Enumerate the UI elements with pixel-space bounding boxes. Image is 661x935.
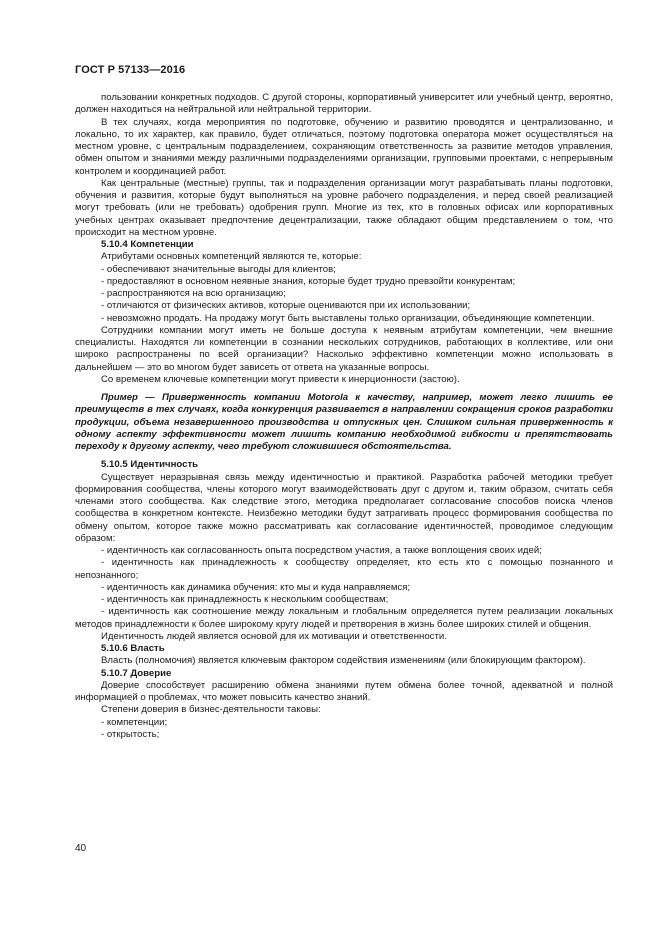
paragraph: Сотрудники компании могут иметь не больше доступа к неявным атрибутам компетенции, чем внешние специалисты. Находятся ли компетенции в сознании нескольких сотрудников, работающих в коллективе, или они широко распространены по всей организации? Насколько эффективно компетенции можно использовать в дальнейшем — это во многом будет зависеть от ответа на указанные вопросы. xyxy=(75,324,613,373)
paragraph: - идентичность как соотношение между локальным и глобальным определяется путем реализации локальных методов принадлежности к более широкому кругу людей и претворения в жизнь более широких стилей и общения. xyxy=(75,606,613,630)
paragraph: - невозможно продать. На продажу могут быть выставлены только организации, объединяющие компетенции. xyxy=(101,312,595,324)
list-item: - идентичность как согласованность опыта посредством участия, а также воплощения своих идей; xyxy=(101,545,542,556)
list-item: - идентичность как динамика обучения: кто мы и куда направляемся; xyxy=(101,581,411,593)
section-heading: 5.10.4 Компетенции xyxy=(101,239,194,250)
paragraph: Идентичность людей является основой для их мотивации и ответственности. xyxy=(101,630,447,642)
paragraph: - идентичность как принадлежность к сообществу определяет, кто есть кто с помощью познанного и непознанного; xyxy=(75,557,613,581)
paragraph: Власть (полномочия) является ключевым фактором содействия изменениям (или блокирующим фактором). xyxy=(101,655,586,667)
list-item: - обеспечивают значительные выгоды для клиентов; xyxy=(101,263,336,275)
section-heading: 5.10.6 Власть xyxy=(101,643,165,654)
section-heading: 5.10.7 Доверие xyxy=(101,667,172,679)
paragraph: Со временем ключевые компетенции могут привести к инерционности (застою). xyxy=(101,373,460,385)
paragraph: пользовании конкретных подходов. С другой стороны, корпоративный университет или учебный центр, вероятно, должен находиться на нейтральной или нейтральной территории. xyxy=(75,92,613,116)
example-note: Пример — Приверженность компании Motorola к качеству, например, может легко лишить ее преимуществ в тех случаях, когда конкуренция развивается в направлении сокращения сроков разработки продукции, объема незавершенного производства и отпускных цен. Слишком сильная приверженность к одному аспекту эффективности может лишить компанию необходимой гибкости и препятствовать переходу к другому аспекту, чего требуют сложившиеся обстоятельства. xyxy=(75,392,613,452)
list-item: - компетенции; xyxy=(101,716,168,728)
paragraph: Доверие способствует расширению обмена знаниями путем обмена более точной, адекватной и полной информацией о проблемах, что может повысить качество знаний. xyxy=(75,679,613,703)
list-item: - отличаются от физических активов, которые оцениваются при их использовании; xyxy=(101,300,471,312)
list-item: - идентичность как принадлежность к нескольким сообществам; xyxy=(101,594,389,605)
paragraph: Атрибутами основных компетенций являются те, которые: xyxy=(101,251,362,263)
document-header: ГОСТ Р 57133—2016 xyxy=(75,64,186,76)
section-heading: 5.10.5 Идентичность xyxy=(101,459,199,471)
paragraph: Существует неразрывная связь между идентичностью и практикой. Разработка рабочей методики требует формирования сообщества, члены которого могут взаимодействовать друг с другом и, таким образом, считать себя членами этого сообщества. Как следствие этого, методика предполагает согласование способов поиска членов сообщества в конкретном контексте. Неизбежно методики будут затрагивать процесс формирования сообщества по обмену опытом, которое также можно рассматривать как согласование идентичностей, проводимое следующим образом: xyxy=(75,471,613,544)
page-number: 40 xyxy=(75,843,87,854)
page-body xyxy=(75,92,613,741)
list-item: - предоставляют в основном неявные знания, которые будет трудно превзойти конкурентам; xyxy=(101,275,516,287)
list-item: - распространяются на всю организацию; xyxy=(101,288,286,299)
paragraph: В тех случаях, когда мероприятия по подготовке, обучению и развитию проводятся и централизованно, и локально, то их характер, как правило, будет отличаться, поэтому подготовка оператора может осуществляться на местном уровне, с центральным подразделением, сохраняющим ответственность за развитие методов управления, обмен опытом и знаниями между различными подразделениями организации, групповыми проектами, с непрерывным контролем и координацией работ. xyxy=(75,116,613,177)
paragraph: Как центральные (местные) группы, так и подразделения организации могут разрабатывать планы подготовки, обучения и развития, которые будут выполняться на уровне рабочего подразделения, и перед своей реализацией могут требовать (или не требовать) одобрения групп. Многие из тех, кто в головных офисах или корпоративных учебных центрах оказывает предпочтение децентрализации, также обладают общим представлением о том, что происходит на местном уровне. xyxy=(75,177,613,238)
list-item: - открытость; xyxy=(101,728,160,740)
paragraph: Степени доверия в бизнес-деятельности таковы: xyxy=(101,704,321,716)
